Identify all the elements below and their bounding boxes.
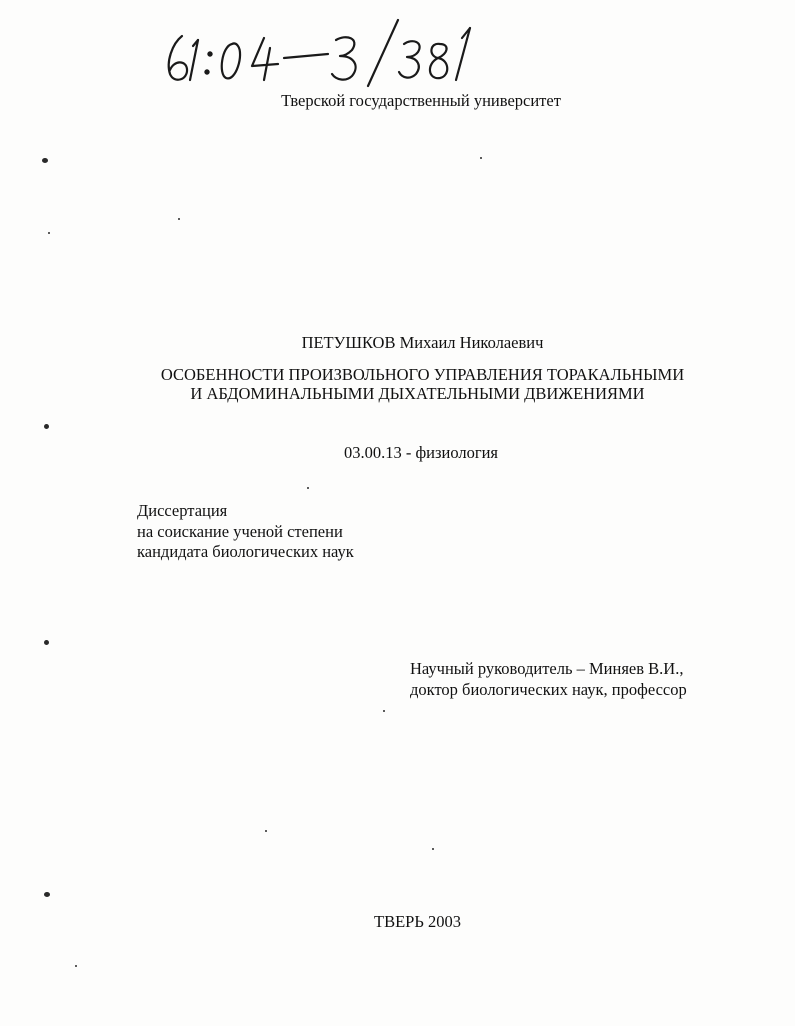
thesis-title-line-1: ОСОБЕННОСТИ ПРОИЗВОЛЬНОГО УПРАВЛЕНИЯ ТОРАКАЛЬНЫМИ — [160, 365, 685, 384]
scan-speck — [432, 848, 434, 850]
scan-speck — [178, 218, 180, 220]
dissertation-line-2: на соискание ученой степени — [137, 522, 343, 541]
scan-speck — [383, 710, 385, 712]
thesis-title-line-2: И АБДОМИНАЛЬНЫМИ ДЫХАТЕЛЬНЫМИ ДВИЖЕНИЯМИ — [190, 384, 645, 403]
scan-speck — [44, 424, 49, 429]
scan-speck — [44, 892, 50, 897]
university-name: Тверской государственный университет — [281, 91, 561, 110]
scan-speck — [42, 158, 48, 163]
author-name: ПЕТУШКОВ Михаил Николаевич — [301, 333, 544, 352]
advisor-line-1: Научный руководитель – Миняев В.И., — [410, 659, 684, 678]
dissertation-line-3: кандидата биологических наук — [137, 542, 354, 561]
handwritten-shelfmark — [160, 14, 490, 89]
scan-speck — [265, 830, 267, 832]
scan-speck — [44, 640, 49, 645]
scan-speck — [48, 232, 50, 234]
scan-speck — [75, 965, 77, 967]
specialty-code: 03.00.13 - физиология — [343, 443, 499, 462]
advisor-line-2: доктор биологических наук, профессор — [410, 680, 687, 699]
scan-speck — [480, 157, 482, 159]
city-year: ТВЕРЬ 2003 — [374, 912, 461, 931]
dissertation-line-1: Диссертация — [137, 501, 228, 520]
scan-speck — [307, 487, 309, 489]
